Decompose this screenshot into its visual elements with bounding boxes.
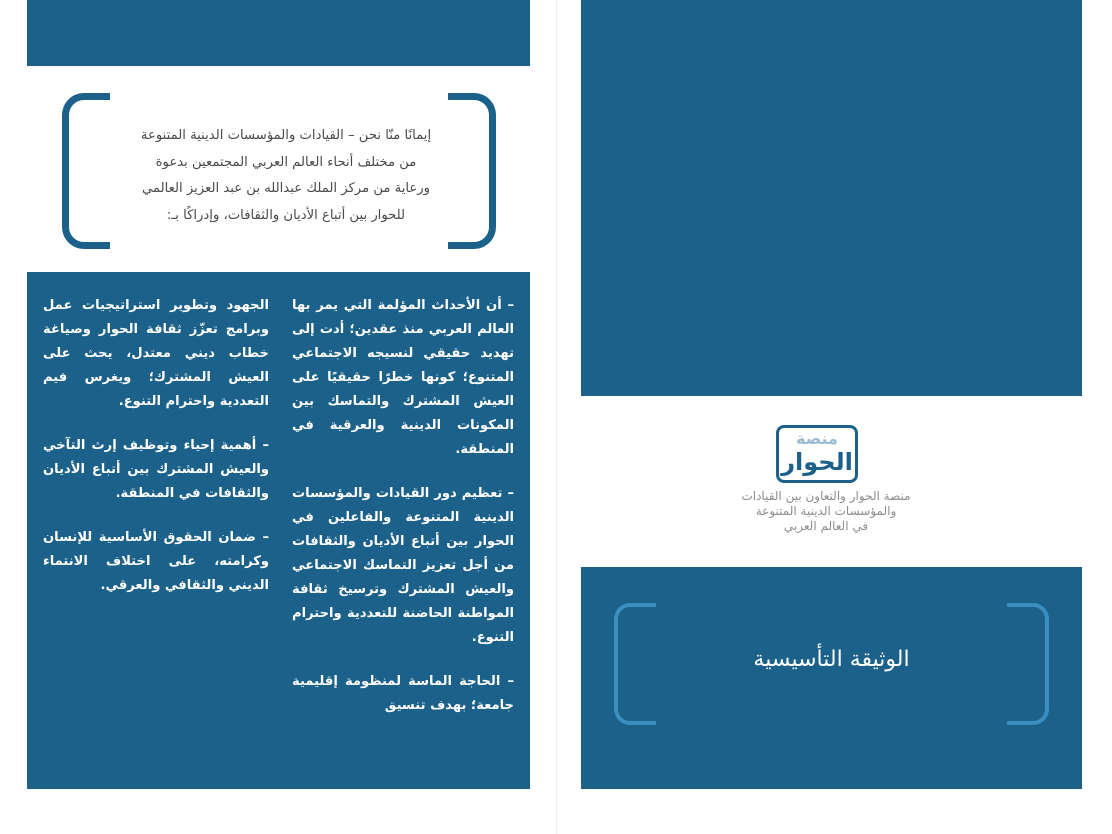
intro-quote-frame bbox=[62, 93, 496, 249]
intro-quote-line: من مختلف أنحاء العالم العربي المجتمعين بدعوة bbox=[155, 154, 417, 170]
paragraph: – الحاجة الماسة لمنظومة إقليمية جامعة؛ بهدف تنسيق bbox=[292, 674, 514, 713]
tagline-line: منصة الحوار والتعاون بين القيادات bbox=[741, 489, 911, 503]
tagline-line: في العالم العربي bbox=[783, 519, 869, 533]
left-text-column bbox=[43, 294, 269, 618]
document-title: الوثيقة التأسيسية bbox=[753, 647, 910, 672]
intro-quote-line: ورعاية من مركز الملك عبدالله بن عبد العزيز العالمي bbox=[141, 181, 430, 196]
logo-word-dialogue: الحوار bbox=[781, 448, 853, 476]
platform-logo bbox=[776, 425, 858, 483]
cover-page bbox=[556, 0, 1112, 834]
top-color-band bbox=[27, 0, 530, 66]
cover-color-block bbox=[581, 0, 1082, 396]
body-panel bbox=[27, 272, 530, 789]
logo-word-platform: منصة bbox=[796, 429, 838, 448]
paragraph: – تعظيم دور القيادات والمؤسسات الدينية المتنوعة والفاعلين في الحوار بين أتباع الأديان والثقافات من أجل تعزيز التماسك الاجتماعي والعيش المشترك وترسيخ ثقافة المواطنة الحاضنة للتعددية واحترام التنوع. bbox=[292, 486, 514, 645]
title-panel bbox=[581, 567, 1082, 789]
intro-quote-line: إيمانًا منّا نحن – القيادات والمؤسسات الدينية المتنوعة bbox=[140, 128, 432, 143]
intro-quote-line: للحوار بين أتباع الأديان والثقافات، وإدراكًا بـ: bbox=[166, 207, 406, 223]
right-text-column bbox=[292, 294, 514, 738]
paragraph: الجهود وتطوير استراتيجيات عمل وبرامج تعزّز ثقافة الحوار وصياغة خطاب ديني معتدل، يحث على العيش المشترك؛ ويغرس فيم التعددية واحترام التنوع. bbox=[43, 298, 269, 409]
paragraph: – ضمان الحقوق الأساسية للإنسان وكرامته، على اختلاف الانتماء الديني والثقافي والعرقي. bbox=[43, 530, 269, 593]
tagline-line: والمؤسسات الدينية المتنوعة bbox=[755, 504, 897, 518]
paragraph: – أن الأحداث المؤلمة التي يمر بها العالم العربي منذ عقدين؛ أدت إلى تهديد حقيقي لنسيجه الاجتماعي المتنوع؛ كونها خطرًا حقيقيًا على العيش المشترك والتماسك بين المكونات الدينية والعرقية في المنطقة. bbox=[292, 298, 514, 457]
paragraph: – أهمية إحياء وتوظيف إرث التآخي والعيش المشترك بين أتباع الأديان والثقافات في المنطقة. bbox=[43, 438, 269, 501]
intro-quote bbox=[102, 123, 470, 229]
